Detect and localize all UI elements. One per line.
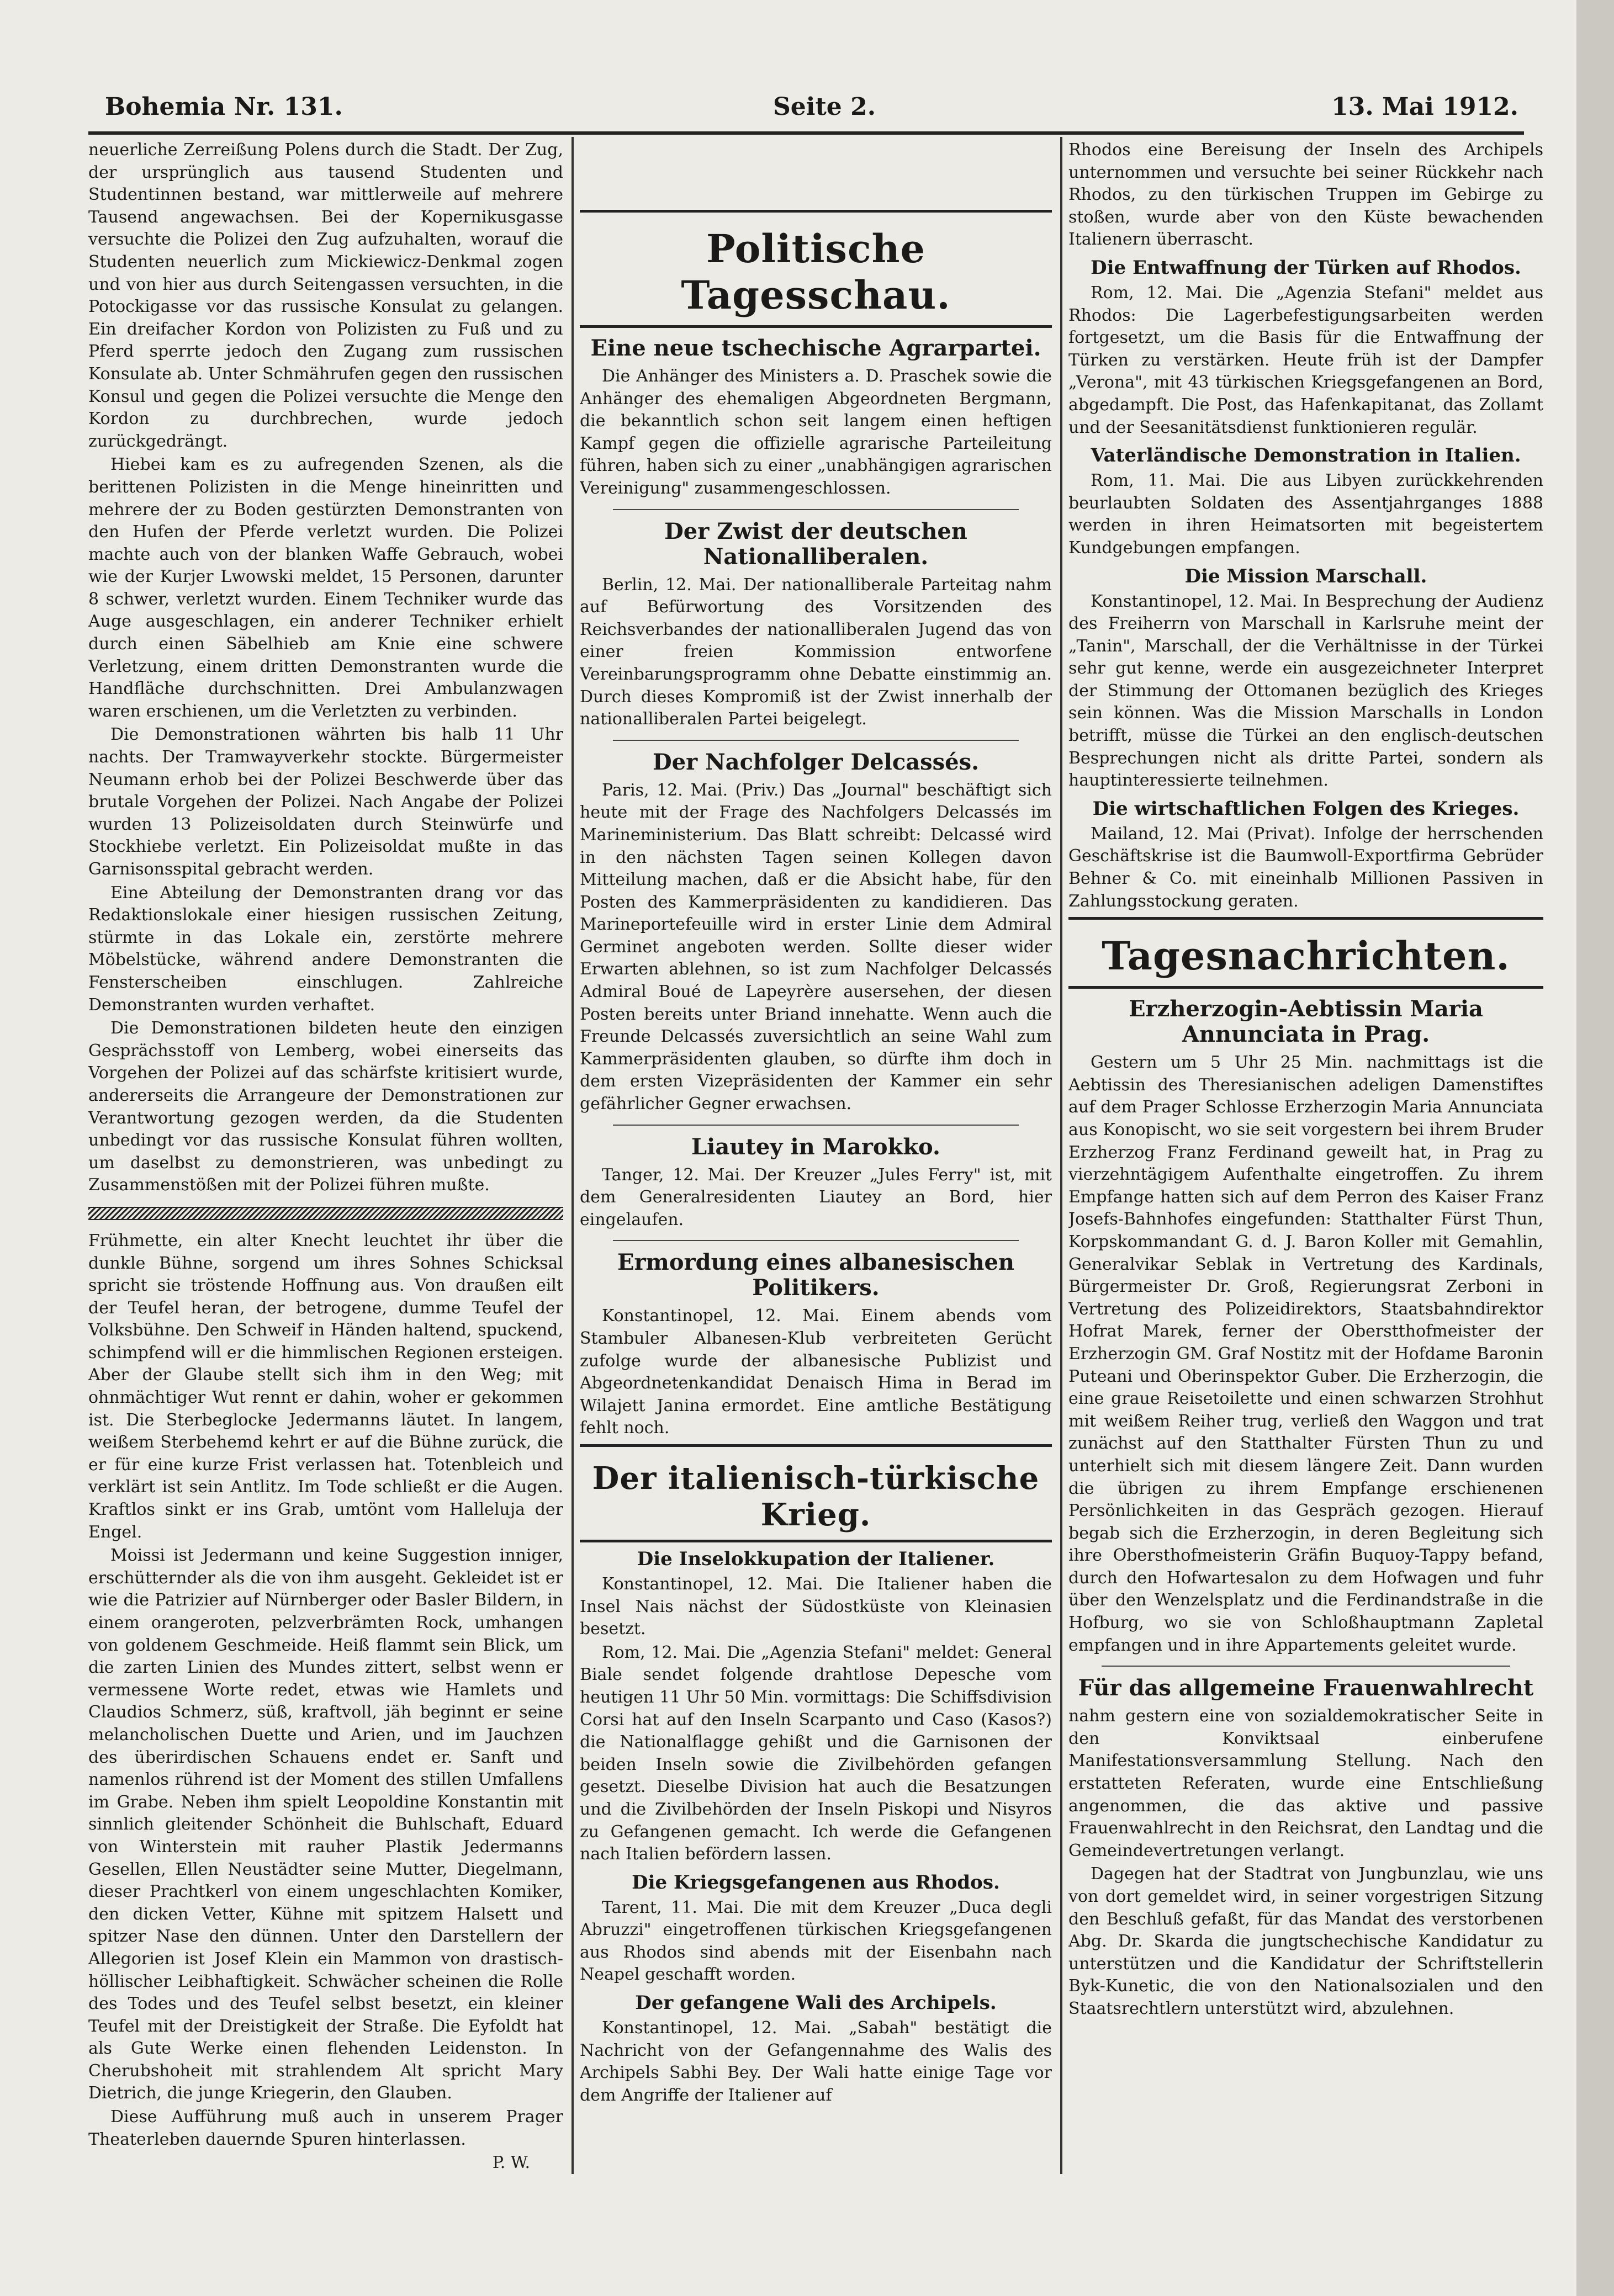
continued-text-spacer: [580, 139, 1052, 205]
feuilleton-paragraph: Frühmette, ein alter Knecht leuchtet ihr über die dunkle Bühne, sorgend um ihres Sohnes Schicksal spricht sie tröstende Hoffnung aus. Von draußen eilt der Teufel heran, der betrogene, dumme Teufel der Volksbühne. Den Schweif in Händen haltend, spuckend, schimpfend will er die himmlischen Regionen ersteigen. Aber der Glaube stellt sich ihm in den Weg; mit ohnmächtiger Wut rennt er dahin, woher er gekommen ist. Die Sterbeglocke Jedermanns läutet. In langem, weißem Sterbehemd kehrt er auf die Bühne zurück, die er für eine kurze Frist verlassen hat. Totenbleich und verklärt ist sein Antlitz. Im Tode schließt er die Augen. Kraftlos sinkt er ins Grab, umtönt vom Halleluja der Engel.: [88, 1231, 563, 1542]
section-title-daily-news: Tagesnachrichten.: [1102, 933, 1510, 979]
article-paragraph: Die Anhänger des Ministers a. D. Praschek sowie die Anhänger des ehemaligen Abgeordneten Bergmann, die bekanntlich schon seit langem einen heftigen Kampf gegen die offizielle agrarische Parteileitung führen, haben sich zu einer „unabhängigen agrarischen Vereinigung" zusammengeschlossen.: [580, 367, 1052, 498]
section-rule: [580, 1444, 1052, 1447]
article-headline: Die wirtschaftlichen Folgen des Krieges.: [1092, 797, 1520, 820]
article-paragraph: nahm gestern eine von sozialdemokratischer Seite in den Konviktsaal einberufene Manifestationsversammlung Stellung. Nach den erstatteten Referaten, wurde eine Entschließung angenommen, die das aktive und passive Frauenwahlrecht in den Reichsrat, den Landtag und die Gemeindevertretungen verlangt.: [1068, 1706, 1543, 1860]
article-headline: Ermordung eines albanesischen Politikers.: [617, 1249, 1015, 1301]
column-rule: [1060, 137, 1062, 2174]
article-paragraph: Konstantinopel, 12. Mai. Einem abends vom Stambuler Albanesen-Klub verbreiteten Gerücht zufolge wurde der albanesische Publizist und Abgeordnetenkandidat Denaisch Hima in Berad im Wilajett Janina ermordet. Eine amtliche Bestätigung fehlt noch.: [580, 1306, 1052, 1438]
article-headline: Die Mission Marschall.: [1184, 565, 1427, 587]
article-paragraph: Tarent, 11. Mai. Die mit dem Kreuzer „Duca degli Abruzzi" eingetroffenen türkischen Kriegsgefangenen aus Rhodos sind abends mit der Eisenbahn nach Neapel geschafft worden.: [580, 1897, 1052, 1985]
column-2: [580, 139, 1052, 2182]
section-rule: [1068, 917, 1543, 920]
feuilleton-paragraph: Moissi ist Jedermann und keine Suggestion inniger, erschütternder als die von ihm ausgeht. Gekleidet ist er wie die Patrizier auf Nürnberger oder Basler Bildern, in einem orangeroten, pelzverbrämten Rock, umhangen von goldenem Geschmeide. Heiß flammt sein Blick, um die zarten Linien des Mundes zittert, selbst wenn er vermessene Worte redet, etwas wie Hamlets und Claudios Schmerz, süß, kraftvoll, jäh beginnt er seine melancholischen Duette und Arien, und im Jauchzen des überirdischen Schauens endet er. Sanft und namenlos rührend ist der Moment des stillen Umfallens im Grabe. Neben ihm spielt Leopoldine Konstantin mit sinnlich gleitender Schönheit die Buhlschaft, Eduard von Winterstein mit rauher Plastik Jedermanns Gesellen, Ellen Neustädter seine Mutter, Diegelmann, dieser Prachtkerl von einem ungeschlachten Komiker, den dicken Vetter, Kühne mit spitzem Halsett und spitzer Nase den dünnen. Unter den Darstellern der Allegorien ist Josef Klein ein Mammon von drastisch-höllischer Leibhaftigkeit. Schwächer scheinen die Rolle des Todes und des Teufel selbst besetzt, ein kleiner Teufel mit der Dreistigkeit der Straße. Die Eyfoldt hat als Gute Werke einen flehenden Leidenston. In Cherubshoheit mit strahlendem Alt spricht Mary Dietrich, die junge Kriegerin, den Glauben.: [88, 1546, 563, 2103]
feuilleton-divider: [88, 1207, 563, 1220]
section-rule: [1068, 986, 1543, 989]
feuilleton-paragraph: Diese Aufführung muß auch in unserem Prager Theaterleben dauernde Spuren hinterlassen.: [88, 2107, 563, 2149]
article-divider: [613, 740, 1019, 741]
article-headline: Erzherzogin-Aebtissin Maria Annunciata in Prag.: [1129, 996, 1483, 1048]
article-headline: Der Nachfolger Delcassés.: [652, 749, 980, 775]
paragraph: neuerliche Zerreißung Polens durch die Stadt. Der Zug, der ursprünglich aus tausend Studenten und Studentinnen bestand, war mittlerweile auf mehrere Tausend angewachsen. Bei der Kopernikusgasse versuchte die Polizei den Zug aufzuhalten, worauf die Studenten neuerlich zum Mickiewicz-Denkmal zogen und von hier aus durch Seitengassen versuchten, in die Potockigasse vor das russische Konsulat zu gelangen. Ein dreifacher Kordon von Polizisten zu Fuß und zu Pferd sperrte jedoch den Zugang zum russischen Konsulate ab. Unter Schmährufen gegen den russischen Konsul und gegen die Polizei versuchte die Menge den Kordon zu durchbrechen, wurde jedoch zurückgedrängt.: [88, 140, 563, 451]
header-rule: [88, 131, 1524, 135]
article-divider: [613, 1240, 1019, 1241]
paragraph: Hiebei kam es zu aufregenden Szenen, als die berittenen Polizisten in die Menge hineinritten und mehrere der zu Boden gestürzten Demonstranten von den Hufen der Pferde verletzt wurden. Die Polizei machte auch von der blanken Waffe Gebrauch, wobei wie der Kurjer Lwowski meldet, 15 Personen, darunter 8 schwer, verletzt wurden. Einem Techniker wurde das Auge ausgeschlagen, ein anderer Techniker erhielt durch einen Säbelhieb am Knie eine schwere Verletzung, einem dritten Demonstranten wurde die Handfläche durchschnitten. Drei Ambulanzwagen waren erschienen, um die Verletzten zu verbinden.: [88, 455, 563, 721]
masthead-issue: Bohemia Nr. 131.: [105, 93, 343, 121]
paragraph: Rhodos eine Bereisung der Inseln des Archipels unternommen und versuchte bei seiner Rückkehr nach Rhodos, zu den türkischen Truppen im Gebirge zu stoßen, wurde aber von den Küste bewachenden Italienern überrascht.: [1068, 140, 1543, 250]
article-headline: Die Inselokkupation der Italiener.: [637, 1547, 995, 1570]
article-paragraph: Berlin, 12. Mai. Der nationalliberale Parteitag nahm auf Befürwortung des Vorsitzenden des Reichsverbandes der nationalliberalen Jugend das von einer freien Kommission entworfene Vereinbarungsprogramm ohne Debatte einstimmig an. Durch dieses Kompromiß ist der Zwist innerhalb der nationalliberalen Partei beigelegt.: [580, 575, 1052, 729]
section-title-war: Der italienisch-türkische Krieg.: [592, 1460, 1040, 1533]
article-paragraph: Gestern um 5 Uhr 25 Min. nachmittags ist die Aebtissin des Theresianischen adeligen Damenstiftes auf dem Prager Schlosse Erzherzogin Maria Annunciata aus Konopischt, wo sie seit vorgestern bei ihrem Bruder Erzherzog Franz Ferdinand geweilt hat, in Prag zu vierzehntägigem Aufenthalte eingetroffen. Zu ihrem Empfange hatten sich auf dem Perron des Kaiser Franz Josefs-Bahnhofes eingefunden: Statthalter Fürst Thun, Korpskommandant G. d. J. Baron Koller mit Gemahlin, Generalvikar Seblak in Vertretung des Kardinals, Bürgermeister Dr. Groß, Regierungsrat Zerboni in Vertretung des Polizeidirektors, Staatsbahndirektor Hofrat Marek, ferner der Oberstthofmeister der Erzherzogin GM. Graf Nostitz mit der Hofdame Baronin Puteani und Oberinspektor Guber. Die Erzherzogin, die eine graue Reisetoilette und einen schwarzen Strohhut mit weißem Reiher trug, verließ den Waggon und trat zunächst auf den Statthalter Fürsten Thun zu und unterhielt sich mit diesem längere Zeit. Dann wurden die übrigen zu ihrem Empfange erschienenen Persönlichkeiten in das Gespräch gezogen. Hierauf begab sich die Erzherzogin, in deren Begleitung sich ihre Obersthofmeisterin Gräfin Buquoy-Tappy befand, durch den Hofwartesalon zu dem Hofwagen und fuhr über den Wenzelsplatz und die Ferdinandstraße in die Hofburg, wo sie von Schloßhauptmann Zapletal empfangen und in ihre Appartements geleitet wurde.: [1068, 1053, 1543, 1655]
issue-date: 13. Mai 1912.: [1331, 93, 1518, 121]
article-headline: Die Entwaffnung der Türken auf Rhodos.: [1091, 256, 1521, 279]
article-paragraph: Tanger, 12. Mai. Der Kreuzer „Jules Ferry" ist, mit dem Generalresidenten Liautey an Bord, hier eingelaufen.: [580, 1165, 1052, 1229]
section-title-politics: Politische Tagesschau.: [681, 226, 951, 318]
paragraph: Die Demonstrationen währten bis halb 11 Uhr nachts. Der Tramwayverkehr stockte. Bürgermeister Neumann erhob bei der Polizei Beschwerde über das brutale Vorgehen der Polizei. Nach Angabe der Polizei wurden 13 Polizeisoldaten durch Steinwürfe und Stockhiebe verletzt. Ein Polizeisoldat mußte in das Garnisonsspital gebracht werden.: [88, 725, 563, 879]
author-signature: P. W.: [492, 2153, 530, 2173]
article-paragraph: Rom, 12. Mai. Die „Agenzia Stefani" meldet aus Rhodos: Die Lagerbefestigungsarbeiten werden fortgesetzt, um die Basis für die Entwaffnung der Türken zu verstärken. Heute früh ist der Dampfer „Verona", mit 43 türkischen Kriegsgefangenen an Bord, abgedampft. Die Post, das Hafenkapitanat, das Zollamt und der Seesanitätsdienst funktionieren regulär.: [1068, 283, 1543, 437]
article-divider: [613, 509, 1019, 510]
section-rule: [580, 325, 1052, 328]
section-rule: [580, 1540, 1052, 1542]
article-headline: Für das allgemeine Frauenwahlrecht: [1078, 1675, 1534, 1701]
article-headline: Eine neue tschechische Agrarpartei.: [590, 335, 1041, 361]
page-header: [105, 93, 1518, 131]
paragraph: Die Demonstrationen bildeten heute den einzigen Gesprächsstoff von Lemberg, wobei einerseits das Vorgehen der Polizei auf das schärfste kritisiert wurde, andererseits die Arrangeure der Demonstrationen zur Verantwortung gezogen werden, da die Studenten unbedingt vor das russische Konsulat führen wollten, um daselbst zu demonstrieren, was unbedingt zu Zusammenstößen mit der Polizei führen mußte.: [88, 1019, 563, 1195]
article-divider: [613, 1125, 1019, 1126]
article-divider: [1102, 1666, 1510, 1667]
article-paragraph: Konstantinopel, 12. Mai. „Sabah" bestätigt die Nachricht von der Gefangennahme des Walis des Archipels Sabhi Bey. Der Wali hatte einige Tage vor dem Angriffe der Italiener auf: [580, 2018, 1052, 2105]
article-headline: Der gefangene Wali des Archipels.: [635, 1992, 997, 2014]
article-paragraph: Mailand, 12. Mai (Privat). Infolge der herrschenden Geschäftskrise ist die Baumwoll-Exportfirma Gebrüder Behner & Co. mit eineinhalb Millionen Passiven in Zahlungsstockung geraten.: [1068, 824, 1543, 911]
adjacent-page-edge: [1576, 0, 1614, 2296]
article-paragraph: Dagegen hat der Stadtrat von Jungbunzlau, wie uns von dort gemeldet wird, in seiner vorgestrigen Sitzung den Beschluß gefaßt, für das Mandat des verstorbenen Abg. Dr. Skarda die jungtschechische Kandidatur zu unterstützen und die Kandidatur der Schriftstellerin Byk-Kunetic, die von den Nationalsozialen und den Staatsrechtlern unterstützt wird, abzulehnen.: [1068, 1864, 1543, 2018]
article-paragraph: Rom, 12. Mai. Die „Agenzia Stefani" meldet: General Biale sendet folgende drahtlose Depesche vom heutigen 11 Uhr 50 Min. vormittags: Die Schiffsdivision Corsi hat auf den Inseln Scarpanto und Caso (Kasos?) die Nationalflagge gehißt und die Garnisonen der beiden Inseln sowie die Zivilbehörden gefangen gesetzt. Dieselbe Division hat auch die Besatzungen und die Zivilbehörden der Inseln Piskopi und Nisyros zu Gefangenen gemacht. Ich werde die Gefangenen nach Italien befördern lassen.: [580, 1642, 1052, 1864]
article-paragraph: Konstantinopel, 12. Mai. In Besprechung der Audienz des Freiherrn von Marschall in Karlsruhe meint der „Tanin", Marschall, der die Verhältnisse in der Türkei sehr gut kenne, werde ein ausgezeichneter Interpret der Stimmung der Ottomanen bezüglich des Krieges sein können. Was die Mission Marschalls in London betrifft, müsse die Türkei an den englisch-deutschen Besprechungen nicht als dritte Partei, sondern als hauptinteressierte teilnehmen.: [1068, 591, 1543, 791]
article-headline: Die Kriegsgefangenen aus Rhodos.: [632, 1871, 1000, 1894]
article-paragraph: Rom, 11. Mai. Die aus Libyen zurückkehrenden beurlaubten Soldaten des Assentjahrganges 1888 werden in ihren Heimatsorten mit begeistertem Kundgebungen empfangen.: [1068, 471, 1543, 558]
column-3: [1068, 139, 1543, 2182]
article-headline: Vaterländische Demonstration in Italien.: [1091, 444, 1521, 467]
column-1: [88, 139, 563, 2182]
article-paragraph: Paris, 12. Mai. (Priv.) Das „Journal" beschäftigt sich heute mit der Frage des Nachfolgers Delcassés im Marineministerium. Das Blatt schreibt: Delcassé wird in den nächsten Tagen seinen Kollegen davon Mitteilung machen, daß er die Absicht habe, für den Posten des Kammerpräsidenten zu kandidieren. Das Marineportefeuille wird in erster Linie dem Admiral Germinet angeboten werden. Sollte dieser wider Erwarten ablehnen, so ist zum Nachfolger Delcassés Admiral Boué de Lapeyrère ausersehen, der diesen Posten bereits unter Briand innehatte. Wenn auch die Freunde Delcassés zuversichtlich an seine Wahl zum Kammerpräsidenten glauben, so dürfte ihm doch in dem ersten Vizepräsidenten der Kammer ein sehr gefährlicher Gegner erwachsen.: [580, 780, 1052, 1114]
page-number: Seite 2.: [773, 93, 876, 121]
article-headline: Liautey in Marokko.: [691, 1133, 940, 1160]
paragraph: Eine Abteilung der Demonstranten drang vor das Redaktionslokale einer hiesigen russischen Zeitung, stürmte in das Lokale ein, zerstörte mehrere Möbelstücke, während andere Demonstranten die Fensterscheiben einschlugen. Zahlreiche Demonstranten wurden verhaftet.: [88, 883, 563, 1015]
column-rule: [571, 137, 574, 2174]
article-paragraph: Konstantinopel, 12. Mai. Die Italiener haben die Insel Nais nächst der Südostküste von Kleinasien besetzt.: [580, 1574, 1052, 1639]
article-headline: Der Zwist der deutschen Nationalliberalen.: [664, 518, 967, 570]
section-rule: [580, 210, 1052, 213]
